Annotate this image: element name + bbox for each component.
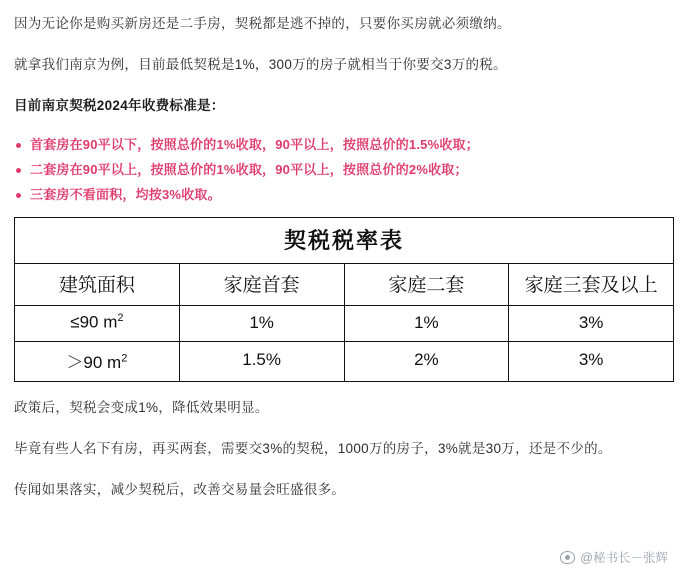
- cell-first-large: 1.5%: [179, 341, 344, 381]
- cell-area-large-text: ＞90 m: [66, 352, 122, 372]
- table-title: 契税税率表: [15, 218, 674, 264]
- watermark-label: @秘书长－张辉: [580, 551, 668, 565]
- cell-second-small: 1%: [344, 306, 509, 342]
- section-heading: 目前南京契税2024年收费标准是：: [14, 97, 225, 113]
- cell-third-small: 3%: [509, 306, 674, 342]
- bullet-item-second-home: 二套房在90平以上，按照总价的1%收取，90平以上，按照总价的2%收取；: [14, 160, 668, 180]
- closing-paragraph-2: 毕竟有些人名下有房，再买两套，需要交3%的契税，1000万的房子，3%就是30万，还是不少的。: [14, 440, 612, 456]
- intro-paragraph-2: 就拿我们南京为例，目前最低契税是1%，300万的房子就相当于你要交3万的税。: [14, 56, 507, 72]
- cell-area-small-text: ≤90 m: [70, 312, 118, 332]
- table-header-third: 家庭三套及以上: [509, 264, 674, 306]
- watermark: [560, 548, 668, 566]
- weibo-eye-icon: [560, 551, 575, 564]
- table-header-row: [15, 264, 674, 306]
- table-row: [15, 341, 674, 381]
- table-header-area: 建筑面积: [15, 264, 180, 306]
- rate-bullet-list: [14, 135, 668, 205]
- table-row: [15, 306, 674, 342]
- bullet-item-third-home: 三套房不看面积，均按3%收取。: [14, 185, 668, 205]
- closing-paragraph-3: 传闻如果落实，减少契税后，改善交易量会旺盛很多。: [14, 481, 346, 497]
- cell-area-large-sup: 2: [121, 352, 128, 365]
- cell-first-small: 1%: [179, 306, 344, 342]
- cell-third-large: 3%: [509, 341, 674, 381]
- table-header-second: 家庭二套: [344, 264, 509, 306]
- deed-tax-rate-table: [14, 217, 674, 382]
- cell-area-small-sup: 2: [117, 312, 124, 325]
- cell-second-large: 2%: [344, 341, 509, 381]
- intro-paragraph-1: 因为无论你是购买新房还是二手房，契税都是逃不掉的，只要你买房就必须缴纳。: [14, 16, 511, 31]
- cell-area-small: [15, 306, 180, 342]
- closing-paragraph-1: 政策后，契税会变成1%，降低效果明显。: [14, 399, 269, 415]
- table-header-first: 家庭首套: [179, 264, 344, 306]
- cell-area-large: [15, 341, 180, 381]
- bullet-item-first-home: 首套房在90平以下，按照总价的1%收取，90平以上，按照总价的1.5%收取；: [14, 135, 668, 155]
